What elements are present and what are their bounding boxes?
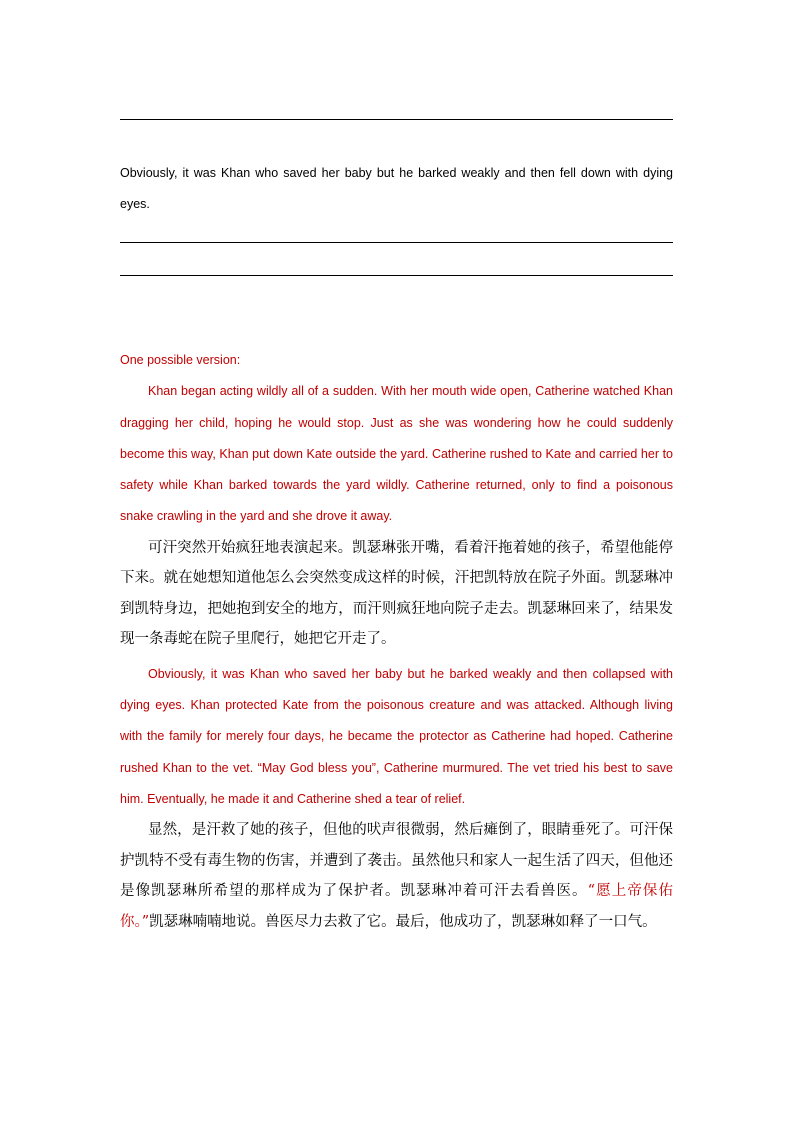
paragraph-2-chinese xyxy=(120,815,673,937)
paragraph-1-english: Khan began acting wildly all of a sudden. With her mouth wide open, Catherine watched Khan dragging her child, hoping he would stop. Just as she was wondering how he could suddenly become this way, Khan put down Kate outside the yard. Catherine rushed to Kate and carried her to safety while Khan barked towards the yard wildly. Catherine returned, only to find a poisonous snake crawling in the yard and she drove it away. xyxy=(120,384,673,524)
sample-answer xyxy=(120,345,673,937)
prompt-sentence: Obviously, it was Khan who saved her baby but he barked weakly and then fell down with dying eyes. xyxy=(120,166,673,212)
blank-answer-line-3 xyxy=(120,275,673,276)
paragraph-2-chinese-quote: “愿上帝保佑你。” xyxy=(120,883,673,930)
paragraph-2-english: Obviously, it was Khan who saved her baby but he barked weakly and then collapsed with dying eyes. Khan protected Kate from the poisonous creature and was attacked. Although living with the family for merely four days, he became the protector as Catherine had hoped. Catherine rushed Khan to the vet. “May God bless you”, Catherine murmured. The vet tried his best to save him. Eventually, he made it and Catherine shed a tear of relief. xyxy=(120,666,673,806)
blank-answer-line-2 xyxy=(120,242,673,243)
paragraph-2-chinese-part-a: 显然，是汗救了她的孩子，但他的吠声很微弱，然后瘫倒了，眼睛垂死了。可汗保护凯特不受有毒生物的伤害，并遭到了袭击。虽然他只和家人一起生活了四天，但他还是像凯瑟琳所希望的那样成为了保护者。凯瑟琳冲着可汗去看兽医。 xyxy=(120,822,673,900)
paragraph-2-chinese-part-b: 凯瑟琳喃喃地说。兽医尽力去救了它。最后，他成功了，凯瑟琳如释了一口气。 xyxy=(149,913,657,930)
version-heading: One possible version: xyxy=(120,353,241,367)
blank-answer-line-1 xyxy=(120,119,673,120)
paragraph-1-chinese: 可汗突然开始疯狂地表演起来。凯瑟琳张开嘴，看着汗拖着她的孩子，希望他能停下来。就在她想知道他怎么会突然变成这样的时候，汗把凯特放在院子外面。凯瑟琳冲到凯特身边，把她抱到安全的地方，而汗则疯狂地向院子走去。凯瑟琳回来了，结果发现一条毒蛇在院子里爬行，她把它开走了。 xyxy=(120,539,673,648)
prompt-block xyxy=(120,158,673,221)
